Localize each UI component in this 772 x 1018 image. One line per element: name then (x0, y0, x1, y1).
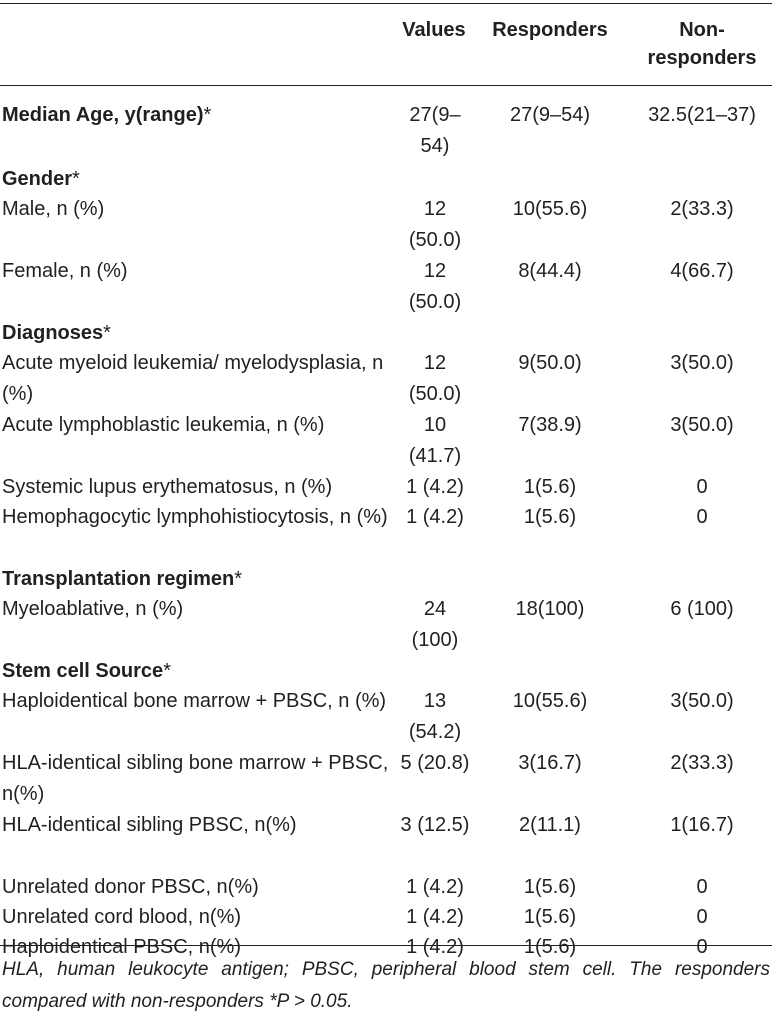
cell-responders: 9(50.0) (518, 352, 582, 374)
header-nonresponders: Non-responders (647, 19, 757, 69)
table-row (0, 502, 772, 564)
table-row (0, 872, 772, 902)
cell-nonresponders: 0 (696, 936, 708, 958)
section-label (2, 564, 394, 595)
table-row (0, 748, 772, 810)
cell-nonresponders: 2(33.3) (670, 198, 734, 220)
section-label (2, 164, 394, 195)
cell-nonresponders: 3(50.0) (670, 690, 734, 712)
cell-responders: 1(5.6) (523, 906, 577, 928)
section-label (2, 100, 394, 131)
table-footnote: HLA, human leukocyte antigen; PBSC, peripheral blood stem cell. The responders compared with non-responders *P > 0.05. (2, 959, 770, 1012)
header-rule (0, 85, 772, 86)
cell-responders: 3(16.7) (518, 752, 582, 774)
cell-nonresponders: 1(16.7) (670, 814, 734, 836)
cell-responders: 2(11.1) (519, 814, 581, 836)
table-body (0, 100, 772, 962)
cell-nonresponders: 4(66.7) (670, 260, 734, 282)
header-responders: Responders (492, 19, 608, 41)
cell-responders: 1(5.6) (523, 936, 577, 958)
row-label: Myeloablative, n (%) (2, 598, 184, 620)
section-title: Transplantation regimen (2, 568, 235, 590)
cell-values: 5 (20.8) (400, 752, 470, 774)
cell-values: 1 (4.2) (406, 506, 464, 528)
significance-marker: * (203, 104, 212, 126)
cell-values: 1 (4.2) (406, 476, 464, 498)
top-rule (0, 3, 772, 4)
cell-values: 10 (41.7) (408, 414, 462, 467)
cell-responders: 10(55.6) (512, 690, 588, 712)
bottom-rule (0, 945, 772, 946)
row-label: Unrelated donor PBSC, n(%) (2, 876, 259, 898)
cell-nonresponders: 6 (100) (670, 598, 734, 620)
table-row (0, 410, 772, 472)
significance-marker: * (234, 568, 243, 590)
significance-marker: * (72, 168, 80, 190)
cell-values: 3 (12.5) (400, 814, 470, 836)
section-title: Median Age, y(range) (2, 104, 204, 126)
cell-nonresponders: 3(50.0) (670, 414, 734, 436)
cell-responders: 10(55.6) (512, 198, 588, 220)
cell-nonresponders: 32.5(21–37) (648, 104, 756, 126)
table-row (0, 256, 772, 318)
cell-responders: 18(100) (515, 598, 585, 620)
cell-values: 13 (54.2) (408, 690, 462, 743)
cell-responders: 27(9–54) (509, 104, 591, 126)
cell-nonresponders: 2(33.3) (670, 752, 734, 774)
cell-values: 1 (4.2) (406, 876, 464, 898)
table-row (0, 194, 772, 256)
row-label: Acute lymphoblastic leukemia, n (%) (2, 414, 325, 436)
cell-nonresponders: 0 (696, 476, 708, 498)
cell-responders: 8(44.4) (518, 260, 582, 282)
table-row (0, 348, 772, 410)
row-label: Unrelated cord blood, n(%) (2, 906, 242, 928)
cell-responders: 1(5.6) (523, 506, 577, 528)
cell-responders: 7(38.9) (518, 414, 582, 436)
row-label: Hemophagocytic lymphohistiocytosis, n (%) (2, 506, 388, 528)
row-label: HLA-identical sibling PBSC, n(%) (2, 814, 297, 836)
table-row (0, 594, 772, 656)
section-row (0, 100, 772, 164)
cell-values: 27(9–54) (409, 104, 461, 157)
section-row (0, 656, 772, 686)
cell-values: 1 (4.2) (406, 906, 464, 928)
cell-responders: 1(5.6) (523, 476, 577, 498)
table-row (0, 472, 772, 502)
cell-nonresponders: 3(50.0) (670, 352, 734, 374)
section-label (2, 318, 394, 349)
row-label: Haploidentical PBSC, n(%) (2, 936, 241, 958)
table-row (0, 686, 772, 748)
cell-nonresponders: 0 (696, 506, 708, 528)
significance-marker: * (163, 660, 171, 682)
row-label: Haploidentical bone marrow + PBSC, n (%) (2, 690, 387, 712)
cell-values: 12 (50.0) (408, 352, 462, 405)
significance-marker: * (103, 322, 111, 344)
cell-values: 12 (50.0) (408, 260, 462, 313)
section-row (0, 164, 772, 194)
row-label: Systemic lupus erythematosus, n (%) (2, 476, 333, 498)
cell-values: 12 (50.0) (408, 198, 462, 251)
section-row (0, 564, 772, 594)
cell-nonresponders: 0 (696, 906, 708, 928)
section-label (2, 656, 394, 687)
section-title: Diagnoses (2, 322, 104, 344)
cell-responders: 1(5.6) (523, 876, 577, 898)
cell-values: 1 (4.2) (406, 936, 464, 958)
row-label: Acute myeloid leukemia/ myelodysplasia, n (%) (2, 352, 384, 405)
table-row (0, 810, 772, 872)
cell-nonresponders: 0 (696, 876, 708, 898)
section-row (0, 318, 772, 348)
table-row (0, 902, 772, 932)
header-values: Values (402, 19, 466, 41)
row-label: Male, n (%) (2, 198, 105, 220)
row-label: Female, n (%) (2, 260, 128, 282)
cell-values: 24 (100) (411, 598, 459, 651)
row-label: HLA-identical sibling bone marrow + PBSC, n(%) (2, 752, 389, 805)
section-title: Gender (2, 168, 73, 190)
section-title: Stem cell Source (2, 660, 164, 682)
